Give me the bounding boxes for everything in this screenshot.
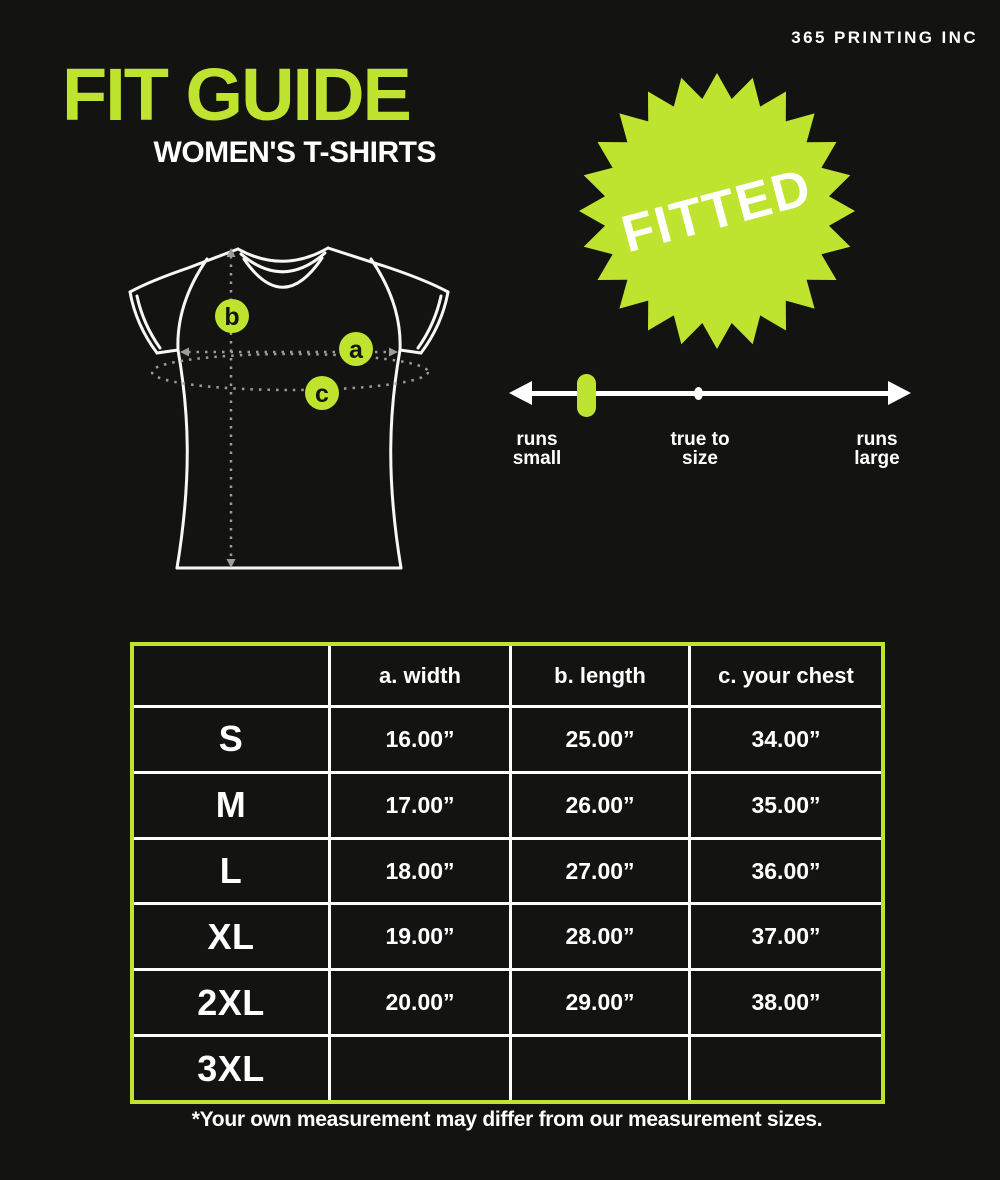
table-cell: 29.00”: [512, 971, 688, 1034]
tshirt-outline-icon: [130, 248, 448, 568]
brand-name: 365 PRINTING INC: [791, 28, 978, 47]
table-cell: 19.00”: [331, 905, 509, 968]
marker-c-letter: c: [315, 380, 329, 408]
table-cell: 28.00”: [512, 905, 688, 968]
page-subtitle: WOMEN'S T-SHIRTS: [153, 136, 436, 169]
tshirt-measurement-diagram: [112, 222, 472, 582]
measurement-lines: [152, 248, 428, 568]
header-cell-length: b. length: [512, 646, 688, 705]
table-cell: 18.00”: [331, 840, 509, 903]
table-cell: 27.00”: [512, 840, 688, 903]
table-cell: 34.00”: [691, 708, 881, 771]
scale-label-runs-small: runs small: [512, 429, 562, 469]
header-cell-chest: c. your chest: [691, 646, 881, 705]
table-cell: 38.00”: [691, 971, 881, 1034]
measurement-disclaimer: *Your own measurement may differ from our measurement sizes.: [191, 1108, 823, 1131]
arrow-left-icon: [180, 348, 189, 357]
table-cell: 26.00”: [512, 774, 688, 837]
header-cell-width: a. width: [331, 646, 509, 705]
table-cell: 35.00”: [691, 774, 881, 837]
size-label: 3XL: [134, 1037, 328, 1100]
scale-label-true-to-size: true to size: [670, 429, 730, 469]
size-label: XL: [134, 905, 328, 968]
fitted-badge-label: FITTED: [615, 157, 819, 265]
table-cell: 20.00”: [331, 971, 509, 1034]
table-cell: [691, 1037, 881, 1100]
chest-dashed-ellipse: [152, 354, 428, 390]
table-cell: 36.00”: [691, 840, 881, 903]
table-cell: 37.00”: [691, 905, 881, 968]
scale-label-runs-large: runs large: [854, 429, 900, 469]
table-cell: [331, 1037, 509, 1100]
size-chart-table: [130, 642, 885, 1104]
fit-scale-marker: [577, 374, 596, 417]
size-label: S: [134, 708, 328, 771]
size-label: L: [134, 840, 328, 903]
fit-scale-center-dot-icon: [694, 387, 703, 400]
measurement-markers: [215, 299, 373, 410]
size-label: M: [134, 774, 328, 837]
scale-arrowhead-right-icon: [888, 381, 911, 405]
marker-a-letter: a: [349, 336, 363, 364]
size-label: 2XL: [134, 971, 328, 1034]
arrow-right-icon: [389, 348, 398, 357]
table-cell: [512, 1037, 688, 1100]
marker-b-letter: b: [224, 303, 240, 331]
table-cell: 25.00”: [512, 708, 688, 771]
table-cell: 17.00”: [331, 774, 509, 837]
table-cell: 16.00”: [331, 708, 509, 771]
page-title: FIT GUIDE: [62, 53, 410, 136]
header-cell-empty: [134, 646, 328, 705]
fitted-badge: [567, 61, 867, 361]
